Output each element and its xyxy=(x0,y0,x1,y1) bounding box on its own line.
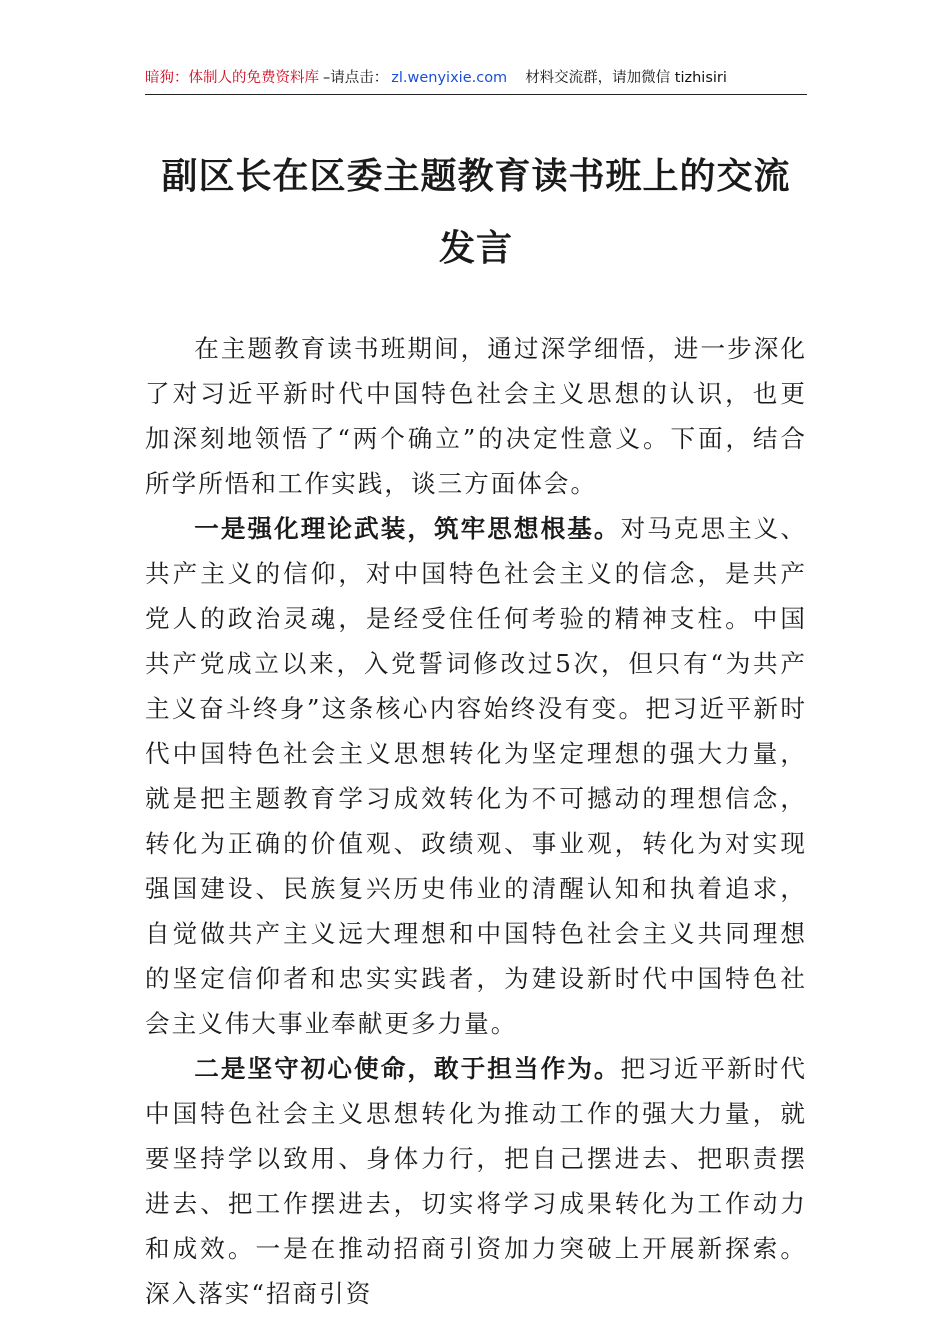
paragraph-point-two xyxy=(145,1046,807,1316)
header-prompt: –请点击： xyxy=(323,70,389,86)
header-brand: 暗狗：体制人的免费资料库 xyxy=(145,70,319,86)
paragraph-lead: 一是强化理论武装，筑牢思想根基。 xyxy=(194,514,621,543)
paragraph-lead: 二是坚守初心使命，敢于担当作为。 xyxy=(194,1054,621,1083)
paragraph-point-one xyxy=(145,506,807,1046)
header-contact: 材料交流群，请加微信 tizhisiri xyxy=(525,70,727,86)
document-title: 副区长在区委主题教育读书班上的交流发言 xyxy=(161,155,791,269)
page-header xyxy=(145,66,807,95)
header-link[interactable]: zl.wenyixie.com xyxy=(391,70,508,86)
paragraph-text: 在主题教育读书班期间，通过深学细悟，进一步深化了对习近平新时代中国特色社会主义思想的认识，也更加深刻地领悟了“两个确立”的决定性意义。下面，结合所学所悟和工作实践，谈三方面体会。 xyxy=(145,334,807,498)
paragraph-text: 把习近平新时代中国特色社会主义思想转化为推动工作的强大力量，就要坚持学以致用、身体力行，把自己摆进去、把职责摆进去、把工作摆进去，切实将学习成果转化为工作动力和成效。一是在推动招商引资加力突破上开展新探索。深入落实“招商引资 xyxy=(145,1054,807,1308)
document-body xyxy=(145,326,807,1316)
paragraph-intro xyxy=(145,326,807,506)
paragraph-text: 对马克思主义、共产主义的信仰，对中国特色社会主义的信念，是共产党人的政治灵魂，是经受住任何考验的精神支柱。中国共产党成立以来，入党誓词修改过5次，但只有“为共产主义奋斗终身”这条核心内容始终没有变。把习近平新时代中国特色社会主义思想转化为坚定理想的强大力量，就是把主题教育学习成效转化为不可撼动的理想信念，转化为正确的价值观、政绩观、事业观，转化为对实现强国建设、民族复兴历史伟业的清醒认知和执着追求，自觉做共产主义远大理想和中国特色社会主义共同理想的坚定信仰者和忠实实践者，为建设新时代中国特色社会主义伟大事业奉献更多力量。 xyxy=(145,514,807,1038)
